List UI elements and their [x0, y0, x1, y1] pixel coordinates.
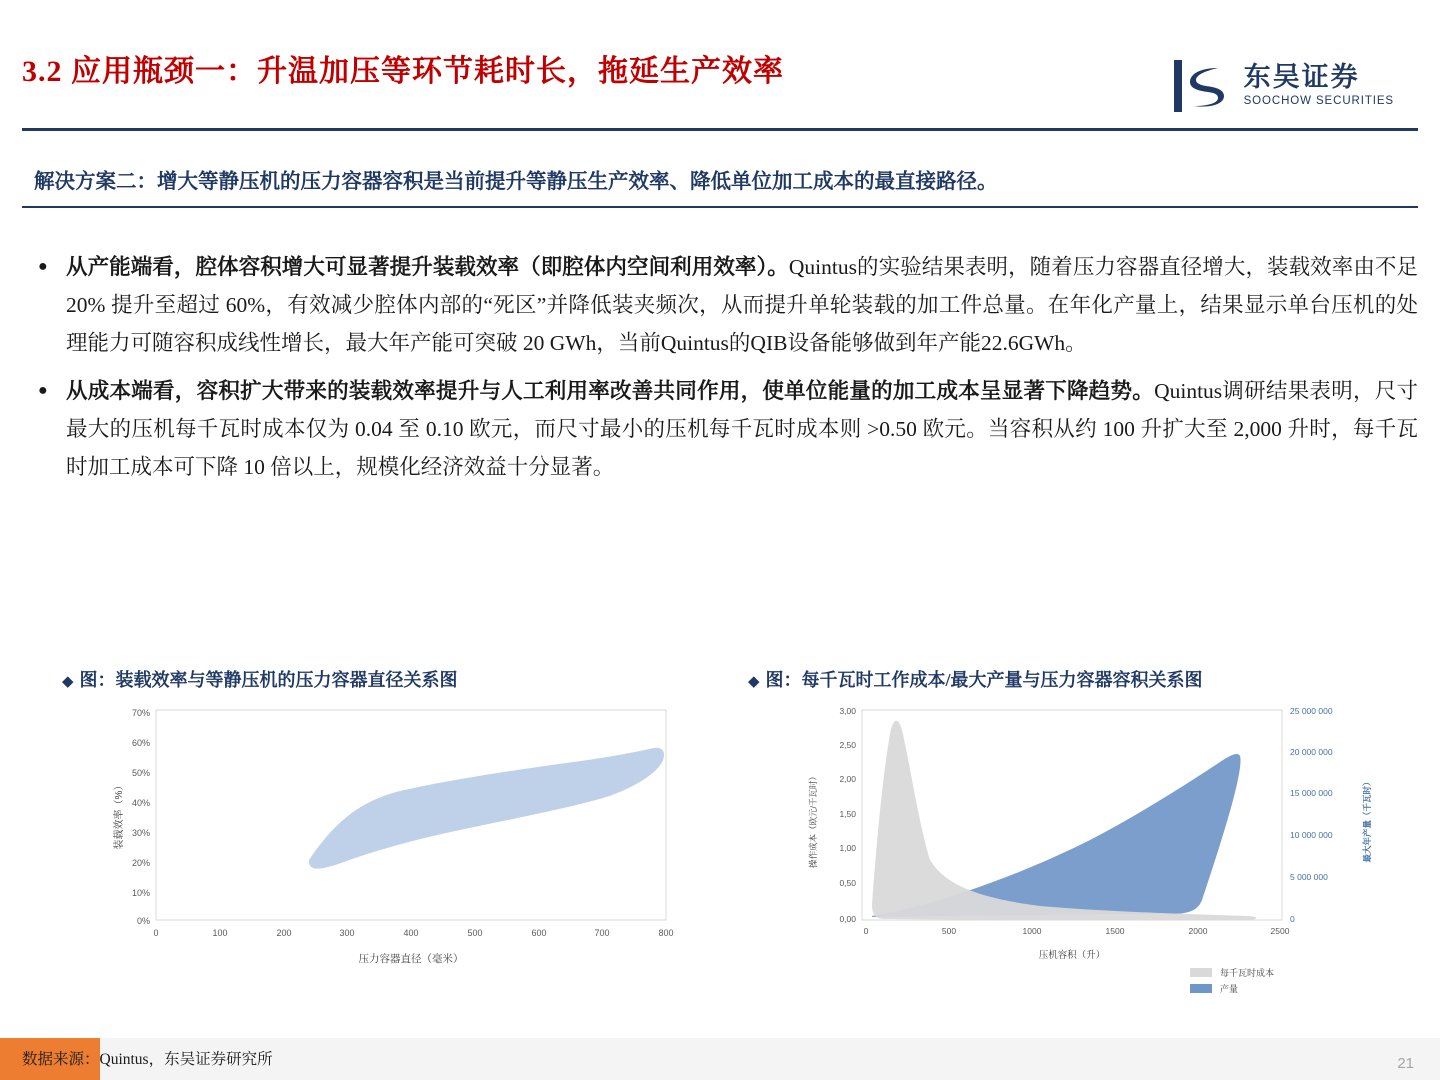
right-y-axis-title: 最大年产量（千瓦时）	[1362, 777, 1372, 863]
figure-caption-left	[62, 666, 458, 692]
diamond-icon: ◆	[62, 674, 74, 690]
svg-text:600: 600	[531, 928, 547, 938]
svg-text:10 000 000: 10 000 000	[1290, 830, 1333, 840]
svg-text:2,00: 2,00	[839, 774, 856, 784]
list-item	[34, 372, 1418, 486]
svg-text:0,00: 0,00	[839, 914, 856, 924]
figure-caption-right-text: 图：每千瓦时工作成本/最大产量与压力容器容积关系图	[765, 670, 1203, 690]
header-divider	[22, 128, 1418, 131]
svg-text:1500: 1500	[1105, 926, 1125, 936]
svg-text:3,00: 3,00	[839, 706, 856, 716]
svg-text:1000: 1000	[1022, 926, 1042, 936]
svg-text:20%: 20%	[131, 858, 150, 868]
svg-text:1,00: 1,00	[839, 843, 856, 853]
chart-cost-output	[790, 700, 1406, 1000]
svg-text:200: 200	[276, 928, 292, 938]
svg-text:0%: 0%	[136, 916, 150, 926]
legend-swatch-cost	[1190, 968, 1212, 977]
soochow-logo-icon	[1174, 58, 1230, 114]
svg-text:2500: 2500	[1270, 926, 1290, 936]
svg-text:800: 800	[658, 928, 674, 938]
svg-text:500: 500	[941, 926, 957, 936]
y-axis-title: 装载效率（%）	[114, 780, 125, 850]
svg-text:0: 0	[863, 926, 869, 936]
svg-text:2,50: 2,50	[839, 740, 856, 750]
legend-label-cost: 每千瓦时成本	[1220, 968, 1275, 978]
x-axis-labels	[153, 928, 673, 938]
svg-text:70%: 70%	[131, 708, 150, 718]
figure-caption-right	[748, 666, 1203, 692]
logo-company-name-en: SOOCHOW SECURITIES	[1243, 95, 1394, 108]
svg-text:1,50: 1,50	[839, 809, 856, 819]
svg-text:60%: 60%	[131, 738, 150, 748]
svg-text:25 000 000: 25 000 000	[1290, 706, 1333, 716]
left-y-axis-title: 操作成本（欧元/千瓦时）	[808, 772, 818, 868]
svg-text:400: 400	[403, 928, 419, 938]
x-axis-labels	[864, 926, 1290, 936]
svg-text:300: 300	[339, 928, 355, 938]
logo-company-name-cn: 东吴证券	[1243, 62, 1360, 93]
bullet-marker-icon: ●	[38, 382, 48, 399]
svg-text:0,50: 0,50	[839, 878, 856, 888]
svg-text:15 000 000: 15 000 000	[1290, 788, 1333, 798]
svg-text:0: 0	[1290, 914, 1295, 924]
svg-text:700: 700	[594, 928, 610, 938]
right-y-axis-labels	[1290, 706, 1333, 924]
svg-text:20 000 000: 20 000 000	[1290, 747, 1333, 757]
svg-text:5 000 000: 5 000 000	[1290, 872, 1328, 882]
svg-text:0: 0	[153, 928, 159, 938]
bullet-rest: Quintus的实验结果表明，随着压力容器直径增大，装载效率由不足 20% 提升至超过 60%，有效减少腔体内部的“死区”并降低装夹频次，从而提升单轮装载的加工件总量。在年化产量上，结果显示单台压机的处理能力可随容积成线性增长，最大年产能可突破 20 GWh，当前Quintus的QIB设备能够做到年产能22.6GWh。	[66, 255, 1418, 355]
list-item	[34, 248, 1418, 362]
company-logo	[1174, 58, 1394, 114]
bullet-list	[34, 248, 1418, 496]
bullet-marker-icon: ●	[38, 258, 48, 275]
chart-cost-output-svg	[790, 700, 1406, 1000]
bullet-lead: 从成本端看，容积扩大带来的装载效率提升与人工利用率改善共同作用，使单位能量的加工成本呈显著下降趋势。	[66, 379, 1155, 403]
svg-text:30%: 30%	[131, 828, 150, 838]
chart-loading-efficiency-svg	[96, 700, 696, 990]
chart-loading-efficiency	[96, 700, 696, 990]
left-y-axis-labels	[839, 706, 856, 924]
figure-caption-left-text: 图：装载效率与等静压机的压力容器直径关系图	[79, 670, 458, 690]
page-number: 21	[1397, 1055, 1414, 1072]
svg-text:100: 100	[212, 928, 228, 938]
x-axis-title: 压机容积（升）	[1038, 950, 1106, 961]
solution-callout	[22, 160, 1418, 208]
svg-text:40%: 40%	[131, 798, 150, 808]
slide-header	[0, 0, 1440, 133]
bullet-text	[66, 248, 1418, 362]
y-axis-labels	[132, 708, 150, 926]
solution-callout-text: 解决方案二：增大等静压机的压力容器容积是当前提升等静压生产效率、降低单位加工成本的最直接路径。	[34, 171, 998, 193]
bullet-rest: Quintus调研结果表明，尺寸最大的压机每千瓦时成本仅为 0.04 至 0.10 欧元，而尺寸最小的压机每千瓦时成本则 >0.50 欧元。当容积从约 100 升扩大至 2,000 升时，每千瓦时加工成本可下降 10 倍以上，规模化经济效益十分显著。	[66, 379, 1419, 479]
legend-label-output: 产量	[1220, 984, 1239, 994]
page-title: 3.2 应用瓶颈一：升温加压等环节耗时长，拖延生产效率	[22, 55, 784, 88]
legend-swatch-output	[1190, 984, 1212, 993]
x-axis-title: 压力容器直径（毫米）	[358, 953, 464, 965]
svg-text:500: 500	[467, 928, 483, 938]
svg-text:50%: 50%	[131, 768, 150, 778]
diamond-icon: ◆	[748, 674, 760, 690]
data-source-text: 数据来源：Quintus，东吴证券研究所	[22, 1051, 273, 1068]
bullet-lead: 从产能端看，腔体容积增大可显著提升装载效率（即腔体内空间利用效率）。	[66, 255, 789, 279]
bullet-text	[66, 372, 1418, 486]
svg-text:10%: 10%	[131, 888, 150, 898]
svg-text:2000: 2000	[1188, 926, 1208, 936]
chart-legend	[1190, 967, 1274, 994]
